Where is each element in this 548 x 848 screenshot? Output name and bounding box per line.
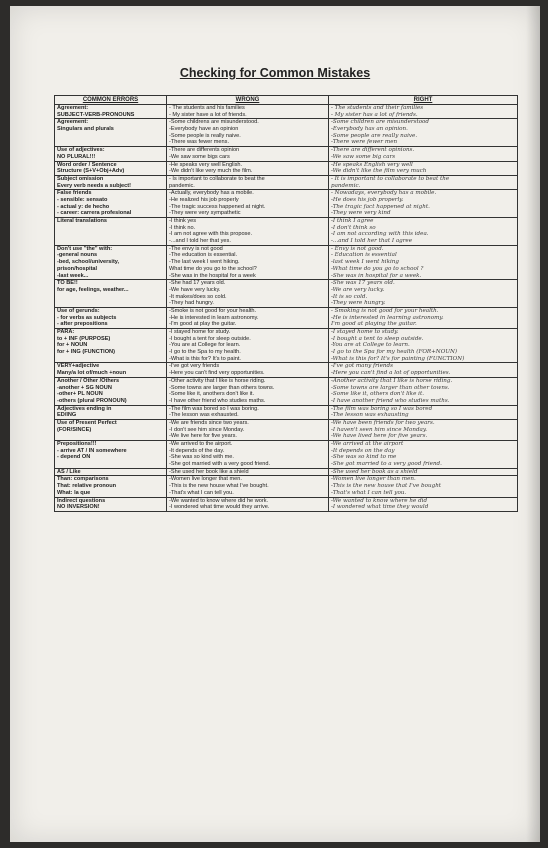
table-row [55, 175, 518, 189]
wrong-example-line: - Is important to collaborate to beat the [169, 175, 265, 182]
right-example-line: -This is the new house that I've bought [331, 483, 442, 490]
right-example-line: -There are different opinions. [331, 147, 415, 154]
error-type-line: VERY+adjective [57, 363, 100, 370]
wrong-example-line: -We wanted to know where did he work. [169, 497, 269, 504]
wrong-example-line: -He speaks very well English. [169, 161, 243, 168]
error-type-line: Adjectives ending in [57, 405, 112, 412]
wrong-example-line: -She had 17 years old. [169, 280, 226, 287]
wrong-example-line: -I'm good at play the guitar. [169, 321, 237, 328]
table-row [55, 307, 518, 328]
table-row [55, 280, 518, 308]
right-example-line: -We didn't like the film very much [331, 168, 427, 175]
wrong-example-line: -I go to the Spa to my health. [169, 349, 241, 356]
error-type-line: -others (plural PRONOUN) [57, 397, 127, 404]
right-example-line: -We have lived here for five years. [331, 433, 428, 440]
right-example-cell [329, 147, 518, 161]
wrong-example-line: -There are differents opinion [169, 147, 240, 154]
right-example-cell [329, 161, 518, 175]
wrong-example-line: -We didn't like very much the film. [169, 168, 253, 175]
right-example-cell [329, 175, 518, 189]
wrong-example-line: -She was in the hospital for a week [169, 272, 256, 279]
header-common-errors: COMMON ERRORS [55, 96, 167, 105]
error-type-line: Many/a lot of/much +noun [57, 370, 127, 377]
error-type-line: - career: carrera profesional [57, 210, 132, 217]
error-type-cell [55, 245, 167, 279]
right-example-cell [329, 441, 518, 469]
wrong-example-line: -...and I told her that yes. [169, 238, 231, 245]
error-type-line: NO PLURAL!!! [57, 153, 96, 160]
table-row [55, 476, 518, 497]
error-type-line: Word order / Sentence [57, 161, 117, 168]
wrong-example-line: -There was fewer mens. [169, 139, 229, 146]
error-type-line: False friends [57, 190, 92, 197]
right-example-line: -Everybody has an opinion. [331, 126, 408, 133]
error-type-line: Agreement: [57, 119, 89, 126]
wrong-example-cell [167, 119, 329, 147]
table-row [55, 190, 518, 218]
wrong-example-line: -Other activity that I like is horse riding. [169, 377, 266, 384]
wrong-example-line: -Here you can't find very opportunities. [169, 370, 265, 377]
right-example-line: -What time do you go to school ? [331, 265, 424, 272]
header-right: RIGHT [329, 96, 518, 105]
error-type-line [57, 231, 164, 238]
error-type-line: - for verbs as subjects [57, 314, 117, 321]
error-type-cell [55, 119, 167, 147]
wrong-example-line: -We arrived to the airport. [169, 441, 233, 447]
wrong-example-line: -Some people is really naive. [169, 132, 241, 139]
wrong-example-line: -They were very sympathetic [169, 210, 241, 217]
wrong-example-cell [167, 476, 329, 497]
error-type-line [57, 225, 164, 232]
right-example-line: -She was so kind to me [331, 454, 397, 461]
wrong-example-cell [167, 280, 329, 308]
error-type-line: Don't use "the" with: [57, 245, 113, 252]
wrong-example-line: -This is the new house what I've bought. [169, 483, 269, 490]
right-example-line: -I think I agree [331, 218, 374, 224]
right-example-line: - Envy is not good. [331, 245, 384, 252]
right-example-line: -What is this for? It's for painting (FUNCTION) [331, 355, 465, 362]
error-type-cell [55, 497, 167, 511]
error-type-line: - sensible: sensato [57, 196, 108, 203]
wrong-example-line: - My sister have a lot of friends. [169, 111, 247, 118]
right-example-line: -She was 17 years old. [331, 280, 395, 287]
table-row [55, 377, 518, 405]
right-example-cell [329, 363, 518, 377]
error-type-line: What: la que [57, 489, 91, 496]
error-type-line [57, 294, 164, 301]
error-type-line [57, 139, 164, 146]
right-example-cell [329, 280, 518, 308]
right-example-line: -She used her book as a shield [331, 468, 418, 475]
error-type-cell [55, 218, 167, 246]
wrong-example-line: -The film was bored so I was boring. [169, 405, 259, 412]
wrong-example-line: -We saw some bigs cars [169, 153, 230, 160]
error-type-line: -another + SG NOUN [57, 384, 112, 391]
table-row [55, 329, 518, 363]
right-example-cell [329, 329, 518, 363]
right-example-line: -...and I told her that I agree [331, 238, 413, 245]
error-type-line: NO INVERSION! [57, 504, 100, 511]
right-example-line: -I've got many friends [331, 363, 393, 370]
table-header-row [55, 96, 518, 105]
wrong-example-line: -He realized his job properly [169, 196, 239, 203]
error-type-line: - actual y: de hecho [57, 203, 110, 210]
right-example-cell [329, 497, 518, 511]
wrong-example-line: -We are friends since two years. [169, 419, 249, 426]
error-type-line: -other+ PL NOUN [57, 391, 103, 398]
wrong-example-cell [167, 307, 329, 328]
right-example-cell [329, 218, 518, 246]
right-example-line: - Nowadays, everybody has a mobile. [331, 190, 437, 197]
right-example-line: - It is important to collaborate to beat the [331, 175, 450, 182]
error-type-line: AS / Like [57, 468, 81, 475]
right-example-line: -We have been friends for two years. [331, 419, 435, 426]
right-example-line: -last week I went hiking [331, 259, 399, 266]
right-example-line: -We arrived at the airport [331, 441, 404, 447]
right-example-line: -Women live longer than men. [331, 476, 416, 483]
error-type-line [57, 300, 164, 307]
error-type-cell [55, 468, 167, 476]
wrong-example-cell [167, 419, 329, 440]
wrong-example-line: -Actually, everybody has a mobile. [169, 190, 254, 197]
wrong-example-line: -The education is essential. [169, 252, 238, 259]
right-example-line: I'm good at playing the guitar. [331, 321, 417, 328]
right-example-line: -I stayed home to study. [331, 329, 399, 335]
error-type-line [57, 133, 164, 140]
error-type-cell [55, 190, 167, 218]
page-edge-shadow [526, 6, 540, 842]
error-type-cell [55, 377, 167, 405]
right-example-line: -I go to the Spa for my health (FOR+NOUN) [331, 349, 458, 356]
error-type-line: Use of adjectives: [57, 147, 105, 154]
wrong-example-line: -Smoke is not good for your health. [169, 307, 257, 314]
error-type-line: to + INF (PURPOSE) [57, 335, 111, 342]
wrong-example-line: -What is this for? It's to paint. [169, 355, 241, 362]
right-example-line: -There were fewer men [331, 139, 398, 146]
wrong-example-line: -I stayed home for study. [169, 329, 231, 335]
wrong-example-line: -Some like it, anothers don't like it. [169, 391, 255, 398]
errors-table [54, 95, 518, 512]
right-example-line: -She got married to a very good friend. [331, 461, 442, 468]
error-type-line: prison/hospital [57, 265, 98, 272]
error-type-cell [55, 363, 167, 377]
right-example-line: -We are very lucky. [331, 286, 385, 293]
error-type-cell [55, 476, 167, 497]
error-type-line: Every verb needs a subject! [57, 182, 131, 189]
right-example-line: -I bought a tent to sleep outside. [331, 335, 424, 342]
error-type-line: for + ING (FUNCTION) [57, 349, 115, 356]
table-row [55, 218, 518, 246]
error-type-line [57, 238, 164, 245]
right-example-line: -Here you can't find a lot of opportunities. [331, 370, 451, 377]
wrong-example-cell [167, 441, 329, 469]
error-type-line: Subject omission [57, 175, 104, 182]
error-type-line: Indirect questions [57, 497, 106, 504]
error-type-line: for age, feelings, weather... [57, 286, 129, 293]
error-type-line: Prepositions!!! [57, 441, 97, 447]
wrong-example-line: -We live here for five years. [169, 433, 237, 440]
right-example-line: -I haven't seen him since Monday. [331, 426, 428, 433]
error-type-line: PARA: [57, 329, 75, 335]
wrong-example-cell [167, 175, 329, 189]
wrong-example-line: -They had hungry. [169, 300, 214, 307]
right-example-line: -Some people are really naive. [331, 132, 418, 139]
right-example-line: -Some like it, others don't like it. [331, 391, 424, 398]
wrong-example-line: -The tragic success happened at night. [169, 203, 266, 210]
right-example-line: pandemic. [331, 182, 361, 189]
error-type-cell [55, 280, 167, 308]
error-type-line: Use of gerunds: [57, 307, 100, 314]
error-type-line: Than: comparisons [57, 476, 109, 483]
wrong-example-line: -She got married with a very good friend. [169, 461, 271, 468]
wrong-example-cell [167, 497, 329, 511]
right-example-line: -The tragic fact happened at night. [331, 203, 430, 210]
wrong-example-cell [167, 363, 329, 377]
table-row [55, 105, 518, 119]
right-example-line: - My sister has a lot of friends. [331, 111, 418, 118]
error-type-cell [55, 441, 167, 469]
wrong-example-line: - The students and his families [169, 105, 245, 111]
error-type-line: -general nouns [57, 252, 98, 259]
wrong-example-line: -It depends of the day. [169, 447, 225, 454]
table-row [55, 119, 518, 147]
error-type-line: Another / Other /Others [57, 377, 120, 384]
error-type-line: (FOR/SINCE) [57, 426, 92, 433]
wrong-example-cell [167, 147, 329, 161]
right-example-line: -Some towns are larger than other towns. [331, 384, 450, 391]
wrong-example-line: -That's what I can tell you. [169, 489, 234, 496]
wrong-example-cell [167, 190, 329, 218]
right-example-line: -That's what I can tell you. [331, 489, 407, 496]
table-row [55, 441, 518, 469]
wrong-example-line: -He is interested in learn astronomy. [169, 314, 259, 321]
error-type-cell [55, 161, 167, 175]
wrong-example-line: -You are at College for learn. [169, 342, 241, 349]
wrong-example-line: -I am not agree with this propose. [169, 231, 253, 238]
wrong-example-line: -The last week I went hiking. [169, 259, 240, 266]
wrong-example-cell [167, 245, 329, 279]
error-type-cell [55, 105, 167, 119]
right-example-line: -The lesson was exhausting [331, 412, 409, 419]
right-example-line: -Another activity that I like is horse riding. [331, 377, 453, 384]
error-type-line [57, 461, 164, 468]
right-example-cell [329, 468, 518, 476]
error-type-line: That: relative pronoun [57, 483, 117, 490]
wrong-example-line: pandemic. [169, 182, 195, 189]
error-type-line: TO BE!! [57, 280, 78, 287]
table-row [55, 363, 518, 377]
header-wrong: WRONG [167, 96, 329, 105]
error-type-line: - depend ON [57, 454, 91, 461]
wrong-example-line: -I don't see him since Monday. [169, 426, 245, 433]
wrong-example-cell [167, 329, 329, 363]
wrong-example-line: -I think yes [169, 218, 197, 224]
right-example-line: -You are at College to learn. [331, 342, 410, 349]
table-row [55, 419, 518, 440]
right-example-cell [329, 405, 518, 419]
right-example-line: - The students and their families [331, 105, 424, 111]
right-example-cell [329, 377, 518, 405]
right-example-line: -Some children are misunderstood [331, 119, 430, 126]
wrong-example-line: -We have very lucky. [169, 286, 221, 293]
error-type-line: Singulars and plurals [57, 126, 114, 133]
table-row [55, 405, 518, 419]
right-example-line: -He speaks English very well [331, 161, 413, 168]
right-example-line: - Education is essential [331, 252, 397, 259]
wrong-example-line: -Everybody have an opinion [169, 126, 239, 133]
wrong-example-line: -The envy is not good [169, 245, 223, 252]
right-example-cell [329, 245, 518, 279]
error-type-line: Literal translations [57, 218, 108, 224]
right-example-line: -We wanted to know where he did [331, 497, 428, 504]
right-example-line: -The film was boring so I was bored [331, 405, 433, 412]
right-example-line: -It depends on the day [331, 447, 395, 454]
error-type-cell [55, 329, 167, 363]
error-type-line [57, 433, 164, 440]
right-example-cell [329, 476, 518, 497]
error-type-cell [55, 419, 167, 440]
error-type-line: - after prepositions [57, 321, 108, 328]
right-example-line: -They were very kind [331, 210, 391, 217]
error-type-cell [55, 147, 167, 161]
right-example-cell [329, 190, 518, 218]
wrong-example-cell [167, 405, 329, 419]
wrong-example-line: What time do you go to the school? [169, 265, 257, 272]
right-example-line: -He does his job properly. [331, 196, 404, 203]
table-row [55, 468, 518, 476]
wrong-example-line: -I think no. [169, 224, 196, 231]
wrong-example-line: -Some childrens are misunderstood. [169, 119, 259, 126]
error-type-line: ED/ING [57, 412, 77, 419]
error-type-line: - arrive AT / IN somewhere [57, 447, 127, 454]
right-example-line: -I don't think so [331, 224, 376, 231]
wrong-example-line: -The lesson was exhausted. [169, 412, 239, 419]
right-example-line: - Smoking is not good for your health. [331, 307, 439, 314]
error-type-line: for + NOUN [57, 342, 88, 349]
wrong-example-cell [167, 218, 329, 246]
table-row [55, 497, 518, 511]
right-example-cell [329, 119, 518, 147]
right-example-cell [329, 419, 518, 440]
wrong-example-line: -Women live longer that men. [169, 476, 242, 483]
wrong-example-line: -I have other friend who studies maths. [169, 397, 266, 404]
wrong-example-cell [167, 377, 329, 405]
error-type-line: SUBJECT-VERB-PRONOUNS [57, 111, 135, 118]
wrong-example-line: -I bought a tent for sleep outside. [169, 335, 251, 342]
wrong-example-cell [167, 161, 329, 175]
right-example-cell [329, 307, 518, 328]
right-example-cell [329, 105, 518, 119]
right-example-line: -They were hungry. [331, 300, 386, 307]
table-row [55, 161, 518, 175]
wrong-example-line: -It makes/does so cold. [169, 293, 227, 300]
error-type-line: -last week... [57, 272, 89, 279]
wrong-example-line: -She used her book like a shield [169, 468, 249, 475]
right-example-line: -I have another friend who studies maths. [331, 397, 450, 404]
wrong-example-line: -I've got very friends [169, 363, 220, 370]
table-body [55, 105, 518, 512]
right-example-line: -I wondered what time they would [331, 504, 429, 511]
table-row [55, 147, 518, 161]
right-example-line: -I am not according with this idea. [331, 231, 429, 238]
error-type-line [57, 356, 164, 363]
right-example-line: -She was in hospital for a week. [331, 272, 422, 279]
wrong-example-cell [167, 468, 329, 476]
right-example-line: -He is interested in learning astronomy. [331, 314, 444, 321]
page-title: Checking for Common Mistakes [179, 66, 371, 80]
wrong-example-line: -Some towns are larger than others towns. [169, 384, 275, 391]
document-sheet [10, 6, 540, 842]
right-example-line: -We saw some big cars [331, 153, 396, 160]
error-type-line: Use of Present Perfect [57, 419, 117, 426]
error-type-line: Structure (S+V+Obj+Adv) [57, 168, 125, 175]
error-type-cell [55, 307, 167, 328]
error-type-line: Agreement: [57, 105, 89, 111]
wrong-example-line: -She was so kind with me. [169, 454, 234, 461]
error-type-line: -bed, school/university, [57, 259, 120, 266]
error-type-cell [55, 405, 167, 419]
table-row [55, 245, 518, 279]
error-type-cell [55, 175, 167, 189]
right-example-line: -It is so cold. [331, 293, 368, 300]
wrong-example-cell [167, 105, 329, 119]
wrong-example-line: -I wondered what time would they arrive. [169, 504, 270, 511]
